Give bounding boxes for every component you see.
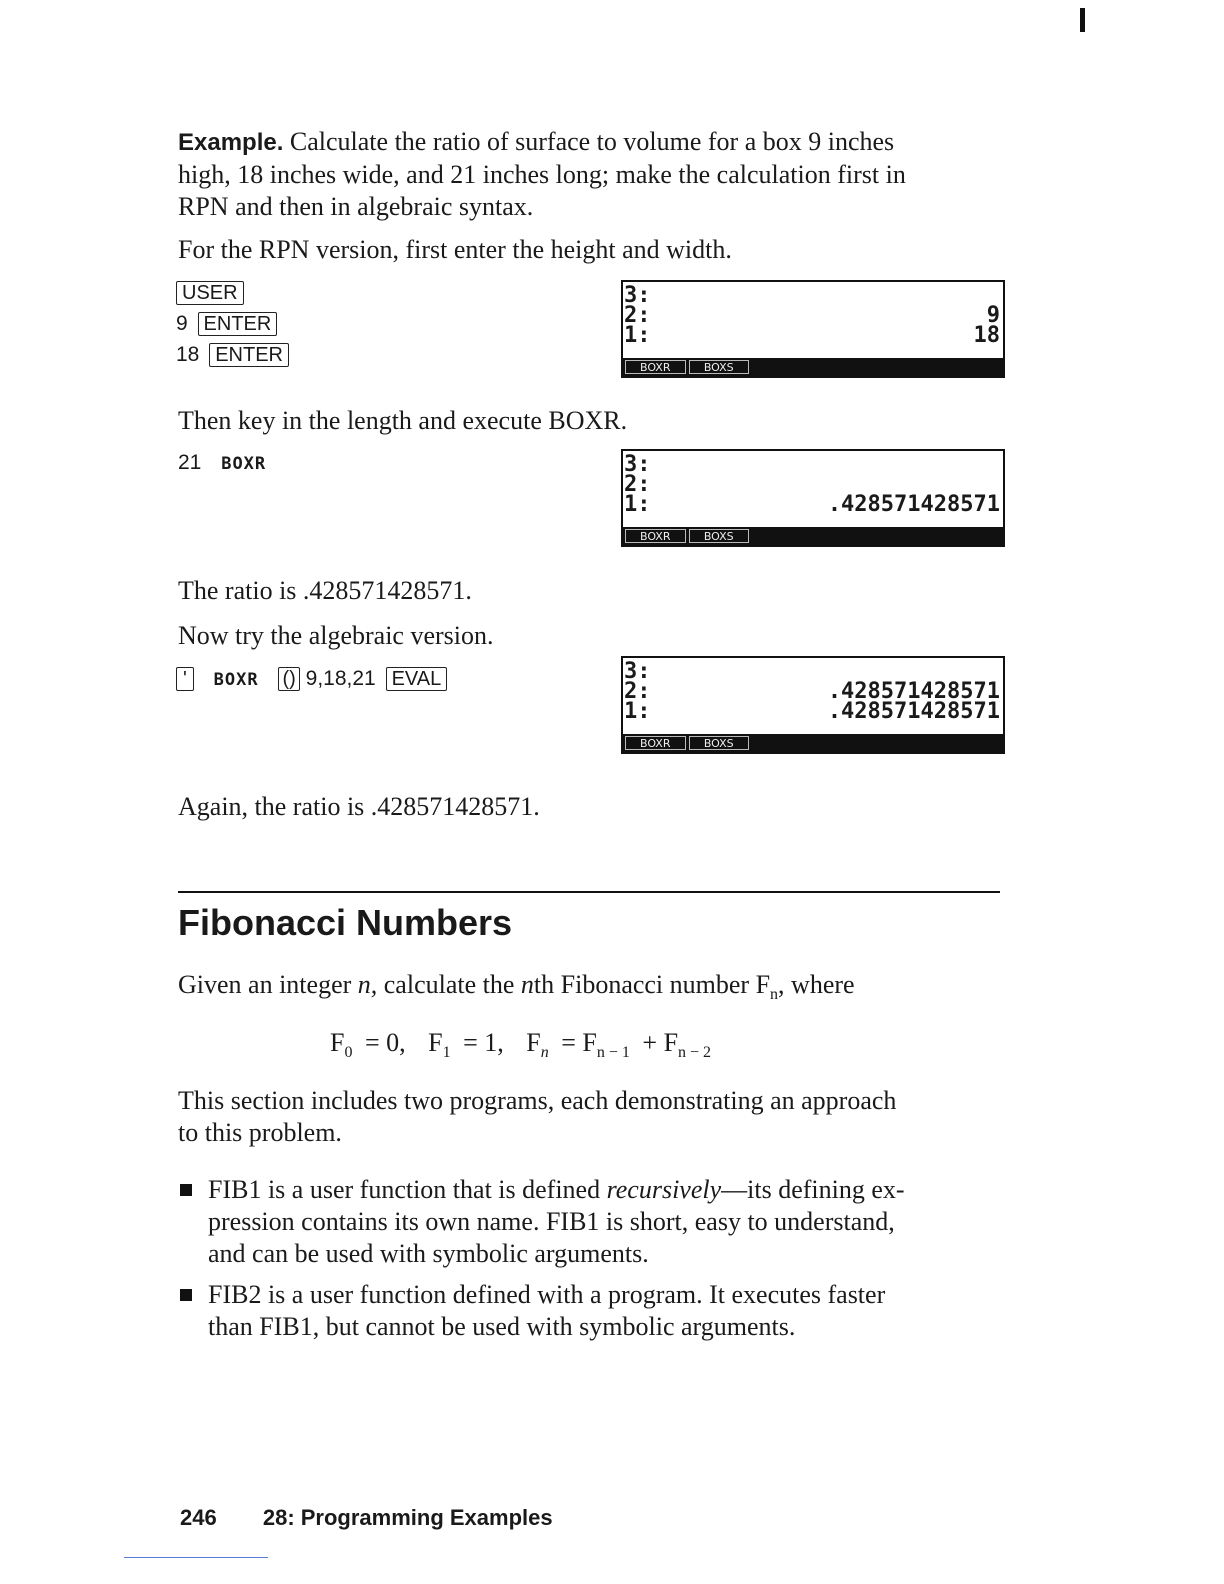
para-line-2: to this problem. <box>178 1118 342 1147</box>
menu-key-boxs[interactable]: BOXS <box>689 736 750 750</box>
boxr-command[interactable]: BOXR <box>213 670 259 690</box>
menu-key-empty[interactable] <box>879 360 940 374</box>
again-text: Again, the ratio is .428571428571. <box>178 792 540 821</box>
menu-key-boxr[interactable]: BOXR <box>625 736 686 750</box>
menu-bar <box>623 734 1003 752</box>
menu-key-empty[interactable] <box>816 736 877 750</box>
rpn-intro: For the RPN version, first enter the height and width. <box>178 235 732 264</box>
bullet-marker <box>180 1184 192 1196</box>
example-line-1: Calculate the ratio of surface to volume for a box 9 inches <box>289 127 895 156</box>
section-title: Fibonacci Numbers <box>178 902 513 943</box>
menu-bar <box>623 358 1003 376</box>
chapter-title: 28: Programming Examples <box>262 1505 553 1530</box>
fibonacci-equation: $F_0 = 0$, $F_1 = 1$, $F_n = F_{n - 1} + F_{n - 2}$ <box>330 1028 712 1062</box>
boxr-command[interactable]: BOXR <box>221 454 267 474</box>
quote-key[interactable]: ' <box>176 667 194 691</box>
step2-num-21: 21 <box>178 451 202 474</box>
menu-key-empty[interactable] <box>943 736 1004 750</box>
stack-level-3: 3: <box>624 283 651 308</box>
stack-level-2: 2: <box>624 472 651 497</box>
menu-key-boxr[interactable]: BOXR <box>625 360 686 374</box>
stack-level-1: 1: 18 <box>624 323 1000 348</box>
menu-key-empty[interactable] <box>943 360 1004 374</box>
bullet-marker <box>180 1289 192 1301</box>
eval-key[interactable]: EVAL <box>386 667 448 691</box>
user-key[interactable]: USER <box>176 281 244 305</box>
stack-level-1: 1: .428571428571 <box>624 699 1000 724</box>
then-text: Then key in the length and execute BOXR. <box>178 406 628 435</box>
algebraic-text: Now try the algebraic version. <box>178 621 494 650</box>
page-number: 246 <box>180 1505 217 1530</box>
arguments-text: 9,18,21 <box>305 667 376 690</box>
step1-num-18: 18 <box>176 343 200 366</box>
menu-key-boxs[interactable]: BOXS <box>689 360 750 374</box>
example-line-3: RPN and then in algebraic syntax. <box>178 192 534 221</box>
bullet-fib2: FIB2 is a user function defined with a program. It executes faster than FIB1, but cannot be used with symbolic arguments. <box>208 1280 886 1341</box>
corner-mark <box>1080 8 1085 32</box>
menu-key-boxs[interactable]: BOXS <box>689 529 750 543</box>
menu-key-empty[interactable] <box>816 360 877 374</box>
example-label: Example. <box>178 129 284 156</box>
footer-rule <box>124 1557 268 1558</box>
step2-keys <box>178 447 266 480</box>
step1-keys <box>176 277 289 370</box>
para-line-1: This section includes two programs, each demonstrating an approach <box>178 1086 897 1115</box>
menu-key-empty[interactable] <box>752 360 813 374</box>
bullet-fib1: FIB1 is a user function that is defined recursively—its defining ex- pression contains its own name. FIB1 is short, easy to understand, and can be used with symbolic arguments. <box>208 1175 905 1268</box>
section-paragraph <box>178 1085 896 1149</box>
ratio-text: The ratio is .428571428571. <box>178 576 472 605</box>
example-paragraph <box>178 126 1008 223</box>
stack-level-3: 3: <box>624 659 651 684</box>
fibonacci-intro: Given an integer n, calculate the nth Fibonacci number $F_n$, where <box>178 970 855 1004</box>
menu-key-empty[interactable] <box>879 529 940 543</box>
menu-key-empty[interactable] <box>816 529 877 543</box>
section-rule <box>178 891 1000 893</box>
step3-keys <box>176 663 447 696</box>
enter-key[interactable]: ENTER <box>209 343 289 367</box>
parentheses-key[interactable]: () <box>278 667 299 691</box>
stack-level-1: 1: .428571428571 <box>624 492 1000 517</box>
menu-bar <box>623 527 1003 545</box>
calculator-display-1 <box>621 280 1005 378</box>
stack-level-3: 3: <box>624 452 651 477</box>
calculator-display-2 <box>621 449 1005 547</box>
enter-key[interactable]: ENTER <box>198 312 278 336</box>
stack-level-2: 2: .428571428571 <box>624 679 1000 704</box>
menu-key-empty[interactable] <box>752 736 813 750</box>
page-footer <box>180 1505 553 1531</box>
step1-num-9: 9 <box>176 312 188 335</box>
menu-key-empty[interactable] <box>943 529 1004 543</box>
menu-key-empty[interactable] <box>879 736 940 750</box>
calculator-display-3 <box>621 656 1005 754</box>
example-line-2: high, 18 inches wide, and 21 inches long; make the calculation first in <box>178 160 906 189</box>
menu-key-boxr[interactable]: BOXR <box>625 529 686 543</box>
stack-level-2: 2: 9 <box>624 303 1000 328</box>
menu-key-empty[interactable] <box>752 529 813 543</box>
